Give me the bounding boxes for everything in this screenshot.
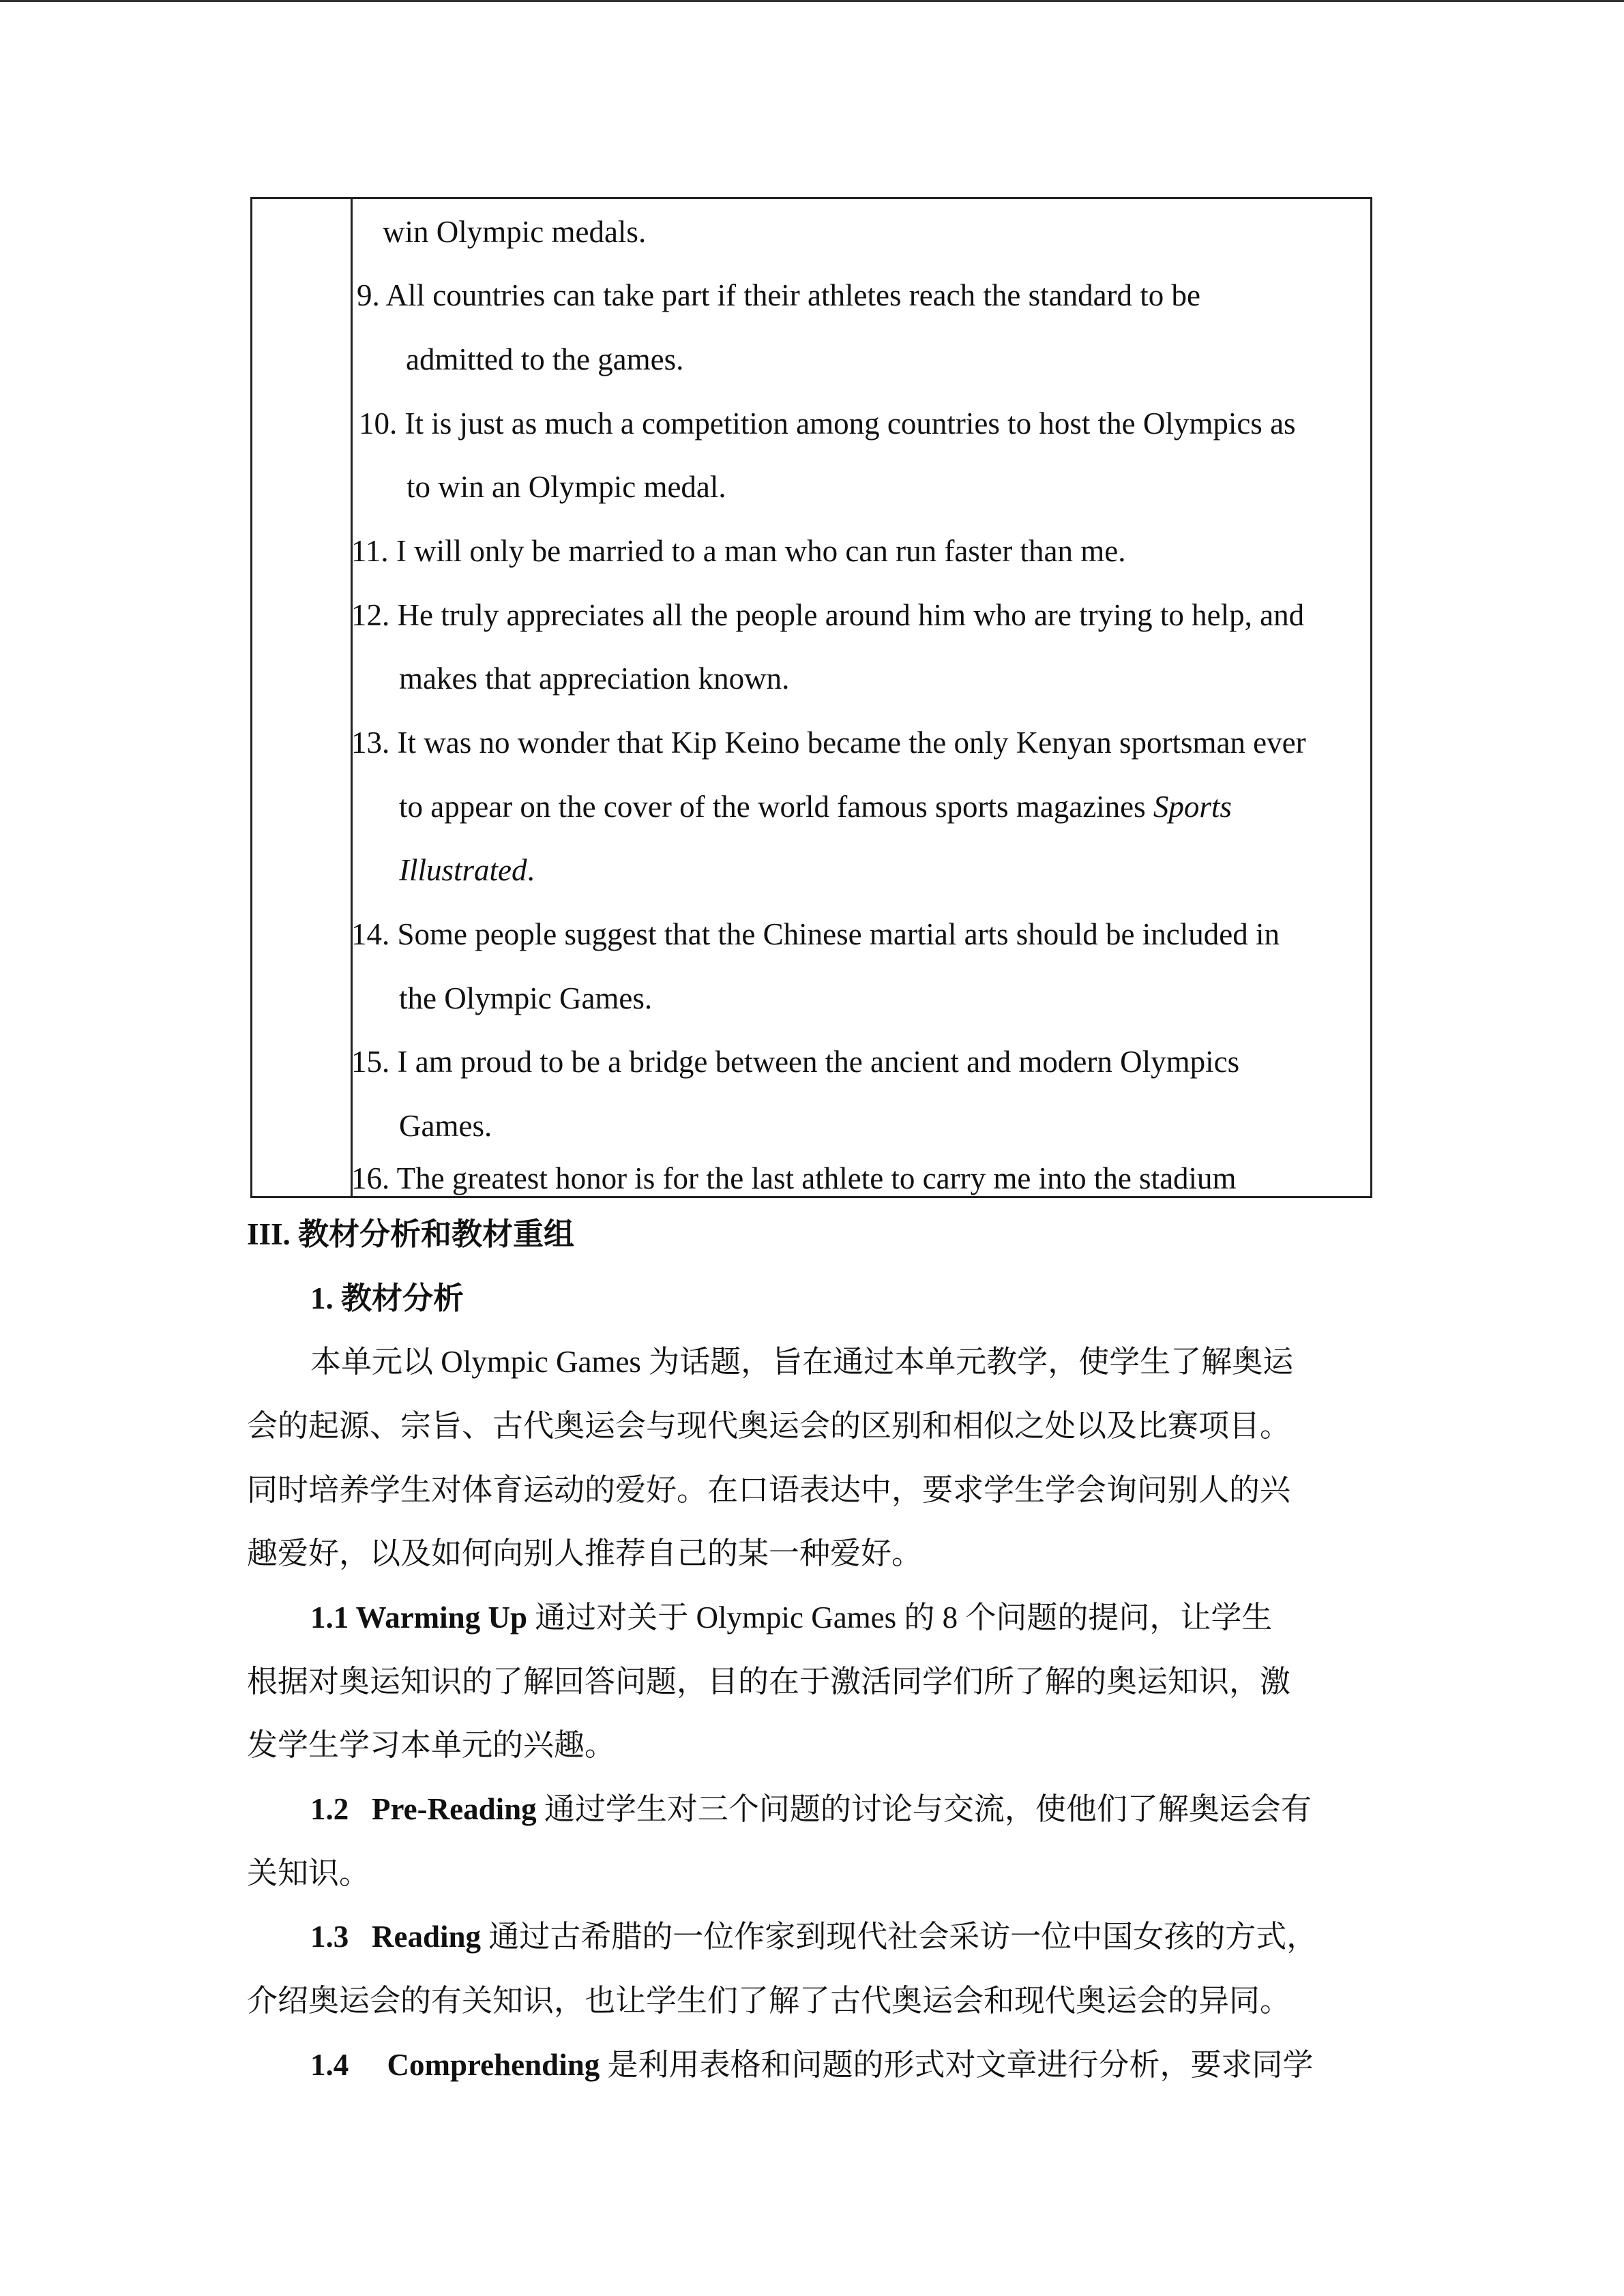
intro-paragraph-line: 趣爱好，以及如何向别人推荐自己的某一种爱好。 bbox=[247, 1536, 923, 1570]
item-label: 1.2 Pre-Reading bbox=[310, 1792, 537, 1826]
table-line: the Olympic Games. bbox=[399, 981, 653, 1015]
item-warming-up bbox=[310, 1597, 1272, 1638]
item-text: 通过古希腊的一位作家到现代社会采访一位中国女孩的方式， bbox=[481, 1920, 1318, 1954]
table-line: win Olympic medals. bbox=[383, 215, 647, 249]
table-line: 11. I will only be married to a man who can run faster than me. bbox=[351, 534, 1126, 568]
table-line: 15. I am proud to be a bridge between the ancient and modern Olympics bbox=[351, 1045, 1240, 1079]
table-line: 10. It is just as much a competition among countries to host the Olympics as bbox=[359, 406, 1296, 441]
item-label: 1.4 Comprehending bbox=[310, 2048, 600, 2082]
item-line: 介绍奥运会的有关知识，也让学生们了解了古代奥运会和现代奥运会的异同。 bbox=[247, 1984, 1291, 2018]
intro-paragraph-line: 同时培养学生对体育运动的爱好。在口语表达中，要求学生学会询问别人的兴 bbox=[247, 1473, 1291, 1507]
intro-paragraph-line: 本单元以 Olympic Games 为话题，旨在通过本单元教学，使学生了解奥运 bbox=[310, 1345, 1294, 1379]
table-line: admitted to the games. bbox=[406, 342, 684, 376]
table-line: 13. It was no wonder that Kip Keino became the only Kenyan sportsman ever bbox=[351, 726, 1306, 760]
item-line: 关知识。 bbox=[247, 1856, 370, 1890]
item-label: 1.3 Reading bbox=[310, 1920, 482, 1954]
table-line: 9. All countries can take part if their athletes reach the standard to be bbox=[357, 278, 1201, 312]
table-line-text: to appear on the cover of the world famous sports magazines bbox=[399, 790, 1153, 824]
intro-paragraph-line: 会的起源、宗旨、古代奥运会与现代奥运会的区别和相似之处以及比赛项目。 bbox=[247, 1409, 1291, 1443]
table-line bbox=[399, 786, 1232, 827]
section-heading: III. 教材分析和教材重组 bbox=[247, 1217, 575, 1251]
item-text: 通过学生对三个问题的讨论与交流，使他们了解奥运会有 bbox=[536, 1792, 1312, 1826]
item-text: 通过对关于 Olympic Games 的 8 个问题的提问，让学生 bbox=[527, 1600, 1273, 1635]
item-reading bbox=[310, 1916, 1317, 1957]
item-comprehending bbox=[310, 2044, 1314, 2085]
section-subheading: 1. 教材分析 bbox=[310, 1281, 464, 1315]
item-line: 根据对奥运知识的了解回答问题，目的在于激活同学们所了解的奥运知识，激 bbox=[247, 1665, 1291, 1699]
table-line: 12. He truly appreciates all the people around him who are trying to help, and bbox=[351, 598, 1305, 632]
magazine-title-part: Illustrated bbox=[399, 853, 527, 887]
magazine-title-part: Sports bbox=[1153, 790, 1232, 824]
table-line: makes that appreciation known. bbox=[399, 661, 790, 696]
item-text: 是利用表格和问题的形式对文章进行分析，要求同学 bbox=[600, 2048, 1314, 2082]
table-line: to win an Olympic medal. bbox=[407, 470, 726, 504]
table-line bbox=[399, 850, 535, 891]
table-line: 16. The greatest honor is for the last athlete to carry me into the stadium bbox=[351, 1161, 1237, 1195]
item-label: 1.1 Warming Up bbox=[310, 1600, 527, 1635]
table-line: Games. bbox=[399, 1109, 492, 1143]
item-line: 发学生学习本单元的兴趣。 bbox=[247, 1728, 616, 1762]
page-top-border bbox=[0, 0, 1624, 2]
item-pre-reading bbox=[310, 1789, 1312, 1830]
table-line: 14. Some people suggest that the Chinese martial arts should be included in bbox=[351, 917, 1280, 951]
table-line-text: . bbox=[527, 853, 535, 887]
